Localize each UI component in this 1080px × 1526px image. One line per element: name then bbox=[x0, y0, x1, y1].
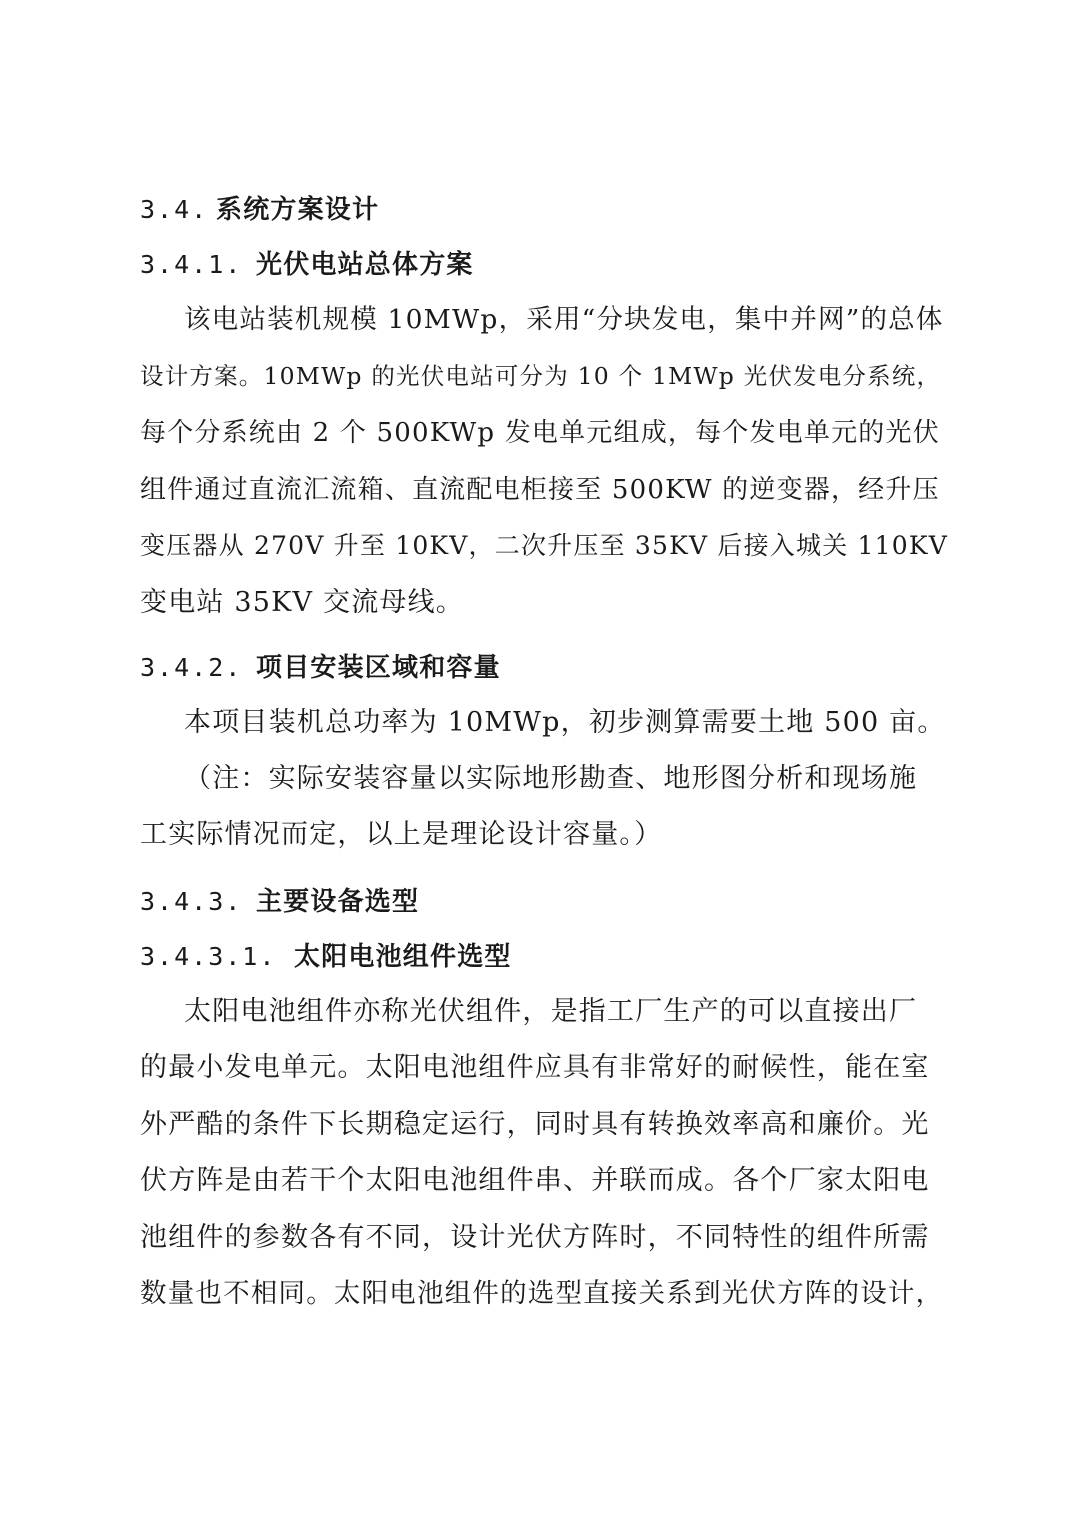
paragraph-line: 该电站装机规模 10MWp，采用“分块发电，集中并网”的总体 bbox=[184, 304, 944, 335]
paragraph-line: 组件通过直流汇流箱、直流配电柜接至 500KW 的逆变器，经升压 bbox=[140, 475, 940, 505]
section-number: 3.4.1. bbox=[140, 250, 243, 279]
section-number: 3.4.3.1. bbox=[140, 942, 277, 971]
section-title: 项目安装区域和容量 bbox=[256, 653, 501, 683]
paragraph-line: 每个分系统由 2 个 500KWp 发电单元组成，每个发电单元的光伏 bbox=[140, 418, 940, 448]
paragraph-line: 变电站 35KV 交流母线。 bbox=[140, 587, 464, 618]
paragraph-line: 工实际情况而定，以上是理论设计容量。） bbox=[140, 819, 663, 850]
section-heading-3-4-3 bbox=[140, 882, 950, 922]
paragraph-line: 本项目装机总功率为 10MWp，初步测算需要土地 500 亩。 bbox=[184, 707, 946, 738]
section-title: 系统方案设计 bbox=[216, 195, 380, 225]
section-heading-3-4-2 bbox=[140, 648, 950, 688]
paragraph-line: 太阳电池组件亦称光伏组件，是指工厂生产的可以直接出厂 bbox=[184, 996, 918, 1027]
section-title: 光伏电站总体方案 bbox=[256, 250, 474, 280]
section-heading-3-4 bbox=[140, 190, 950, 230]
section-number: 3.4.2. bbox=[140, 653, 243, 682]
section-heading-3-4-1 bbox=[140, 245, 950, 285]
section-title: 太阳电池组件选型 bbox=[294, 942, 512, 972]
paragraph-line: 外严酷的条件下长期稳定运行，同时具有转换效率高和廉价。光 bbox=[140, 1109, 930, 1140]
paragraph-line: 变压器从 270V 升至 10KV，二次升压至 35KV 后接入城关 110KV bbox=[140, 531, 948, 560]
section-number: 3.4.3. bbox=[140, 887, 243, 916]
paragraph-line: （注：实际安装容量以实际地形勘查、地形图分析和现场施 bbox=[184, 763, 918, 794]
section-number: 3.4. bbox=[140, 195, 209, 224]
section-title: 主要设备选型 bbox=[256, 887, 420, 917]
paragraph-line: 伏方阵是由若干个太阳电池组件串、并联而成。各个厂家太阳电 bbox=[140, 1165, 930, 1196]
paragraph-line: 数量也不相同。太阳电池组件的选型直接关系到光伏方阵的设计， bbox=[140, 1278, 944, 1309]
paragraph-line: 池组件的参数各有不同，设计光伏方阵时，不同特性的组件所需 bbox=[140, 1222, 930, 1253]
paragraph-line: 的最小发电单元。太阳电池组件应具有非常好的耐候性，能在室 bbox=[140, 1052, 930, 1083]
section-heading-3-4-3-1 bbox=[140, 937, 950, 977]
paragraph-line: 设计方案。10MWp 的光伏电站可分为 10 个 1MWp 光伏发电分系统， bbox=[140, 362, 942, 390]
